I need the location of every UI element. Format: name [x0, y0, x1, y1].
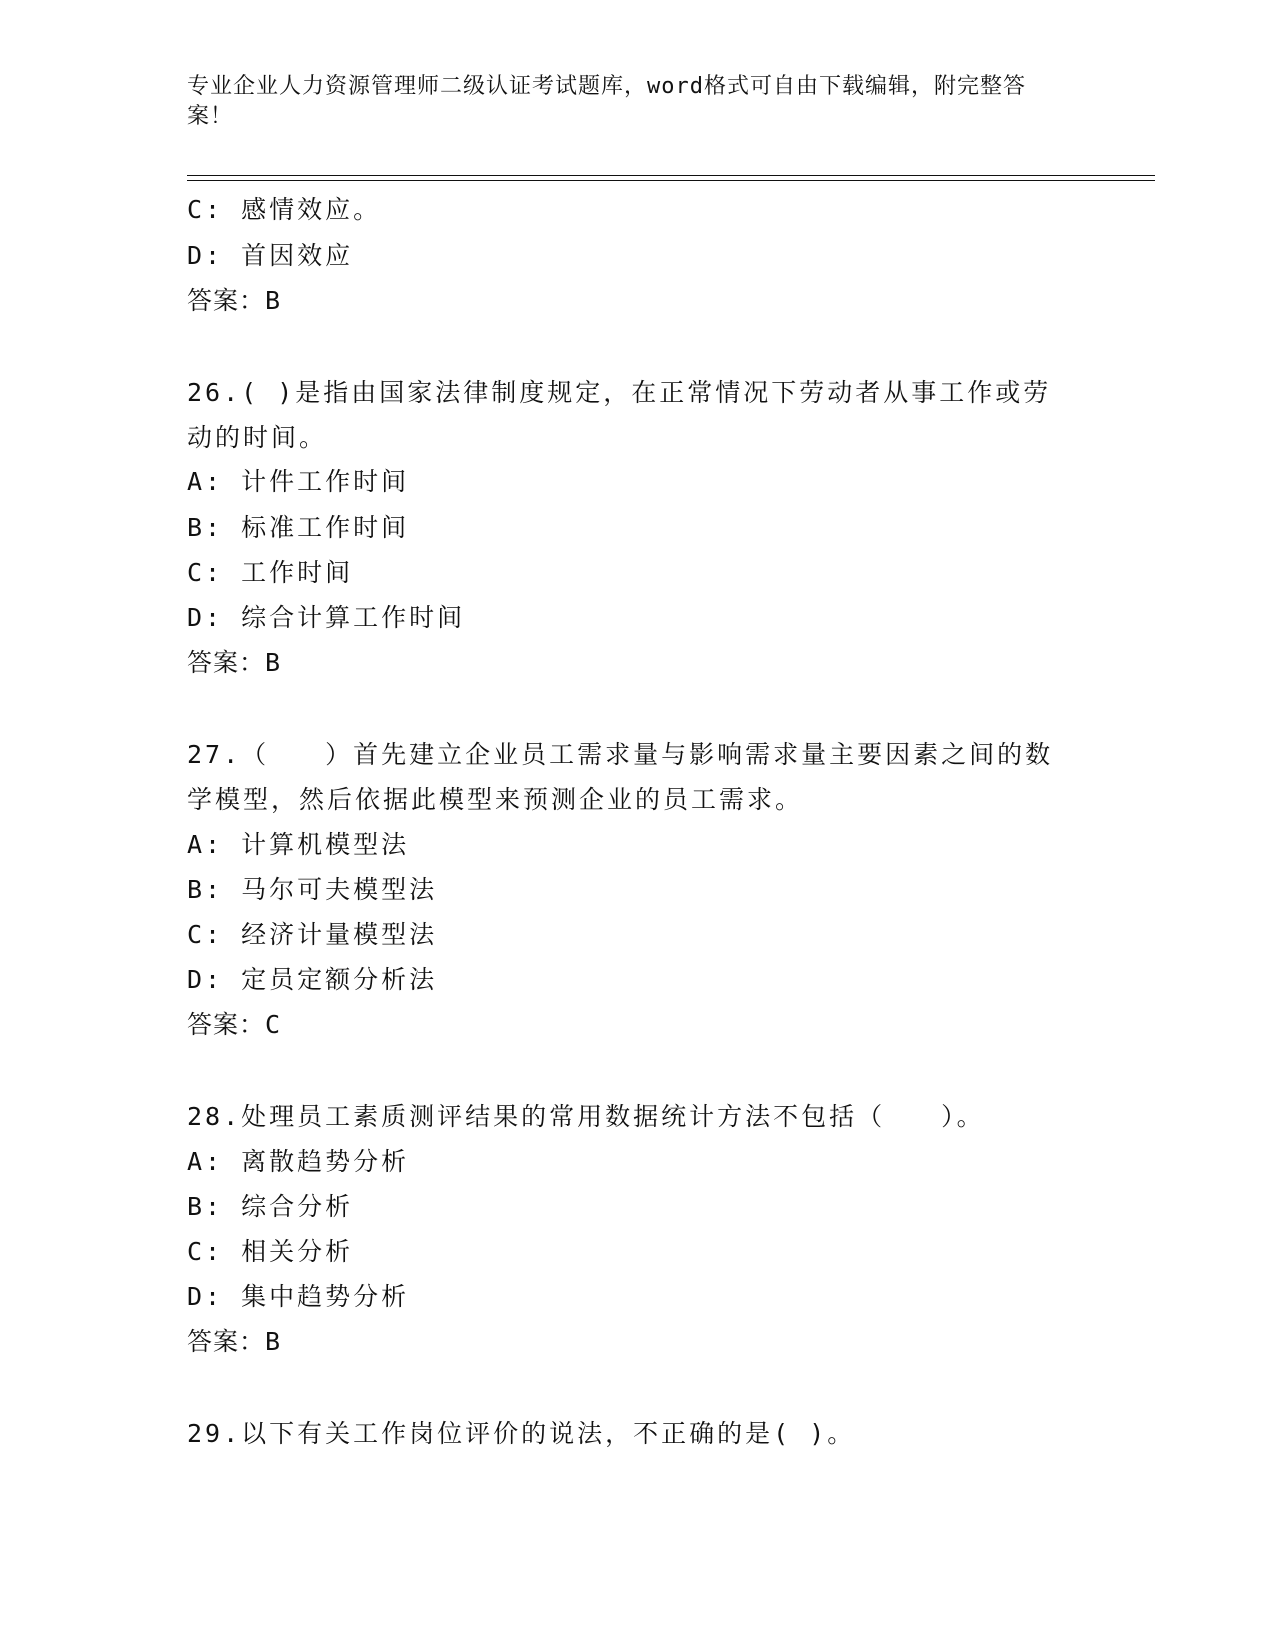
question-26: 26.( )是指由国家法律制度规定，在正常情况下劳动者从事工作或劳	[187, 378, 1052, 407]
option-a: A: 离散趋势分析	[187, 1147, 410, 1176]
option-d: D: 集中趋势分析	[187, 1282, 410, 1311]
option-c: C: 感情效应。	[187, 195, 382, 224]
question-27-cont: 学模型，然后依据此模型来预测企业的员工需求。	[187, 785, 804, 814]
option-b: B: 标准工作时间	[187, 513, 410, 542]
option-a: A: 计算机模型法	[187, 830, 410, 859]
answer-27: 答案：C	[187, 1010, 282, 1039]
header-divider-top	[187, 175, 1155, 176]
option-a: A: 计件工作时间	[187, 467, 410, 496]
answer-28: 答案：B	[187, 1327, 282, 1356]
option-c: C: 工作时间	[187, 558, 354, 587]
question-26-cont: 动的时间。	[187, 423, 328, 452]
option-c: C: 相关分析	[187, 1237, 354, 1266]
header-divider-bottom	[187, 180, 1155, 181]
answer-26: 答案：B	[187, 648, 282, 677]
question-28: 28.处理员工素质测评结果的常用数据统计方法不包括（ ）。	[187, 1102, 985, 1131]
answer-25: 答案：B	[187, 286, 282, 315]
option-b: B: 综合分析	[187, 1192, 354, 1221]
document-header: 专业企业人力资源管理师二级认证考试题库，word格式可自由下载编辑，附完整答案！	[187, 74, 1026, 129]
option-c: C: 经济计量模型法	[187, 920, 438, 949]
question-27: 27.（ ）首先建立企业员工需求量与影响需求量主要因素之间的数	[187, 740, 1054, 769]
option-d: D: 综合计算工作时间	[187, 603, 466, 632]
option-d: D: 首因效应	[187, 241, 354, 270]
question-29: 29.以下有关工作岗位评价的说法，不正确的是( )。	[187, 1419, 856, 1448]
option-b: B: 马尔可夫模型法	[187, 875, 438, 904]
option-d: D: 定员定额分析法	[187, 965, 438, 994]
